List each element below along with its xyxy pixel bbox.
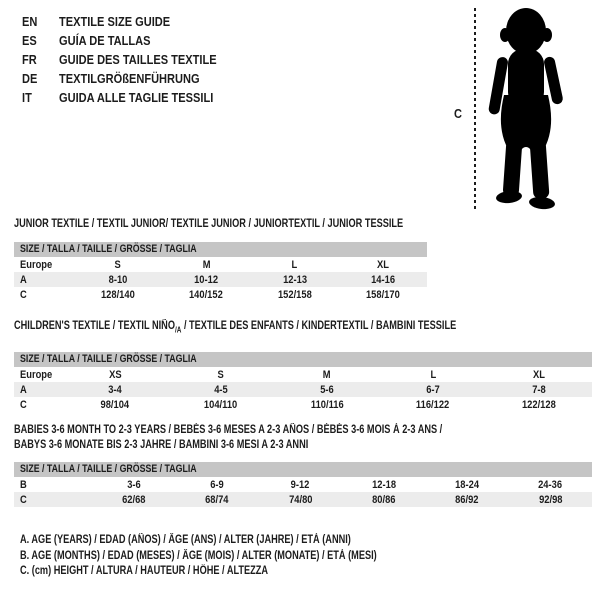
legend-line-age-years: A. AGE (YEARS) / EDAD (AÑOS) / ÂGE (ANS) / ALTER (JAHRE) / ETÀ (ANNI)	[20, 534, 351, 546]
column-header: XL	[376, 258, 389, 271]
size-header-bar: SIZE / TALLA / TAILLE / GRÖSSE / TAGLIA	[14, 462, 592, 477]
table-row	[14, 272, 427, 287]
table-row	[14, 382, 592, 397]
baby-silhouette-icon	[480, 7, 573, 210]
table-cell: 110/116	[310, 398, 344, 411]
legend	[20, 533, 466, 580]
column-header: Europe	[20, 258, 53, 271]
height-label-c: C	[454, 106, 462, 121]
column-header: S	[115, 258, 122, 271]
table-row	[14, 257, 427, 272]
table-cell: 6-7	[426, 383, 440, 396]
table-cell: 12-13	[282, 273, 307, 286]
language-title: GUIDA ALLE TAGLIE TESSILI	[59, 90, 214, 105]
section-heading-babies: BABIES 3-6 MONTH TO 2-3 YEARS / BEBÉS 3-6 MESES A 2-3 AÑOS / BÉBÉS 3-6 MOIS À 2-3 ANS / BABYS 3-6 MONATE BIS 2-3 JAHRE / BAMBINI 3-6 MESI A 2-3 ANNI	[14, 424, 443, 451]
table-cell: 86/92	[455, 493, 479, 506]
language-code: DE	[22, 71, 38, 86]
table-cell: 6-9	[210, 478, 224, 491]
table-cell: 5-6	[320, 383, 334, 396]
legend-line-height: C. (cm) HEIGHT / ALTURA / HAUTEUR / HÖHE / ALTEZZA	[20, 565, 269, 577]
column-header: L	[291, 258, 298, 271]
section-heading-junior: JUNIOR TEXTILE / TEXTIL JUNIOR/ TEXTILE JUNIOR / JUNIORTEXTIL / JUNIOR TESSILE	[14, 218, 404, 230]
row-label: C	[20, 493, 27, 506]
language-item	[22, 31, 244, 50]
language-item	[22, 88, 244, 107]
language-item	[22, 69, 244, 88]
column-header: M	[323, 368, 331, 381]
table-row	[14, 492, 592, 507]
table-cell: 4-5	[214, 383, 228, 396]
language-item	[22, 50, 244, 69]
table-cell: 92/98	[538, 493, 563, 506]
row-label: C	[20, 288, 27, 301]
row-label: B	[20, 478, 27, 491]
size-header-bar: SIZE / TALLA / TAILLE / GRÖSSE / TAGLIA	[14, 242, 427, 257]
column-header: Europe	[20, 368, 53, 381]
row-label: A	[20, 383, 27, 396]
heading-subscript: /A	[174, 325, 182, 335]
table-row	[14, 287, 427, 302]
language-title: TEXTILGRÖßENFÜHRUNG	[59, 71, 200, 86]
column-header: S	[217, 368, 225, 381]
table-cell: 7-8	[532, 383, 546, 396]
height-dashed-line	[474, 8, 476, 210]
column-header: XL	[533, 368, 545, 381]
table-cell: 62/68	[121, 493, 146, 506]
language-list	[22, 12, 244, 107]
table-row	[14, 397, 592, 412]
table-cell: 98/104	[100, 398, 130, 411]
language-code: FR	[22, 52, 37, 67]
table-cell: 152/158	[277, 288, 312, 301]
table-row	[14, 367, 592, 382]
table-cell: 122/128	[522, 398, 556, 411]
table-cell: 9-12	[290, 478, 310, 491]
section-heading-children: CHILDREN'S TEXTILE / TEXTIL $NIÑO_{/A}$ / TEXTILE DES ENFANTS / KINDERTEXTIL / BAMBINI TESSILE	[14, 320, 457, 335]
row-label: C	[20, 398, 27, 411]
language-code: ES	[22, 33, 37, 48]
table-row	[14, 477, 592, 492]
table-cell: 18-24	[455, 478, 479, 491]
size-header-bar: SIZE / TALLA / TAILLE / GRÖSSE / TAGLIA	[14, 352, 592, 367]
table-cell: 68/74	[205, 493, 229, 506]
table-cell: 128/140	[101, 288, 136, 301]
table-cell: 10-12	[194, 273, 219, 286]
table-cell: 12-18	[371, 478, 396, 491]
language-title: GUIDE DES TAILLES TEXTILE	[59, 52, 217, 67]
table-cell: 140/152	[189, 288, 224, 301]
legend-line-age-months: B. AGE (MONTHS) / EDAD (MESES) / ÂGE (MOIS) / ALTER (MONATE) / ETÀ (MESI)	[20, 549, 377, 562]
size-table-babies	[14, 462, 592, 507]
language-code: EN	[22, 14, 38, 29]
table-cell: 24-36	[538, 478, 563, 491]
language-item	[22, 12, 244, 31]
table-cell: 80/86	[371, 493, 396, 506]
table-cell: 3-4	[108, 383, 122, 396]
table-cell: 74/80	[288, 493, 313, 506]
language-title: TEXTILE SIZE GUIDE	[59, 14, 171, 29]
language-code: IT	[22, 90, 32, 105]
table-cell: 116/122	[416, 398, 450, 411]
language-title: GUÍA DE TALLAS	[59, 33, 151, 48]
column-header: XS	[108, 368, 122, 381]
size-table-junior	[14, 242, 427, 302]
table-cell: 8-10	[108, 273, 128, 286]
table-cell: 14-16	[370, 273, 395, 286]
size-table-children	[14, 352, 592, 412]
row-label: A	[20, 273, 27, 286]
table-cell: 158/170	[365, 288, 400, 301]
column-header: L	[430, 368, 436, 381]
table-cell: 3-6	[126, 478, 141, 491]
column-header: M	[202, 258, 211, 271]
table-cell: 104/110	[204, 398, 238, 411]
